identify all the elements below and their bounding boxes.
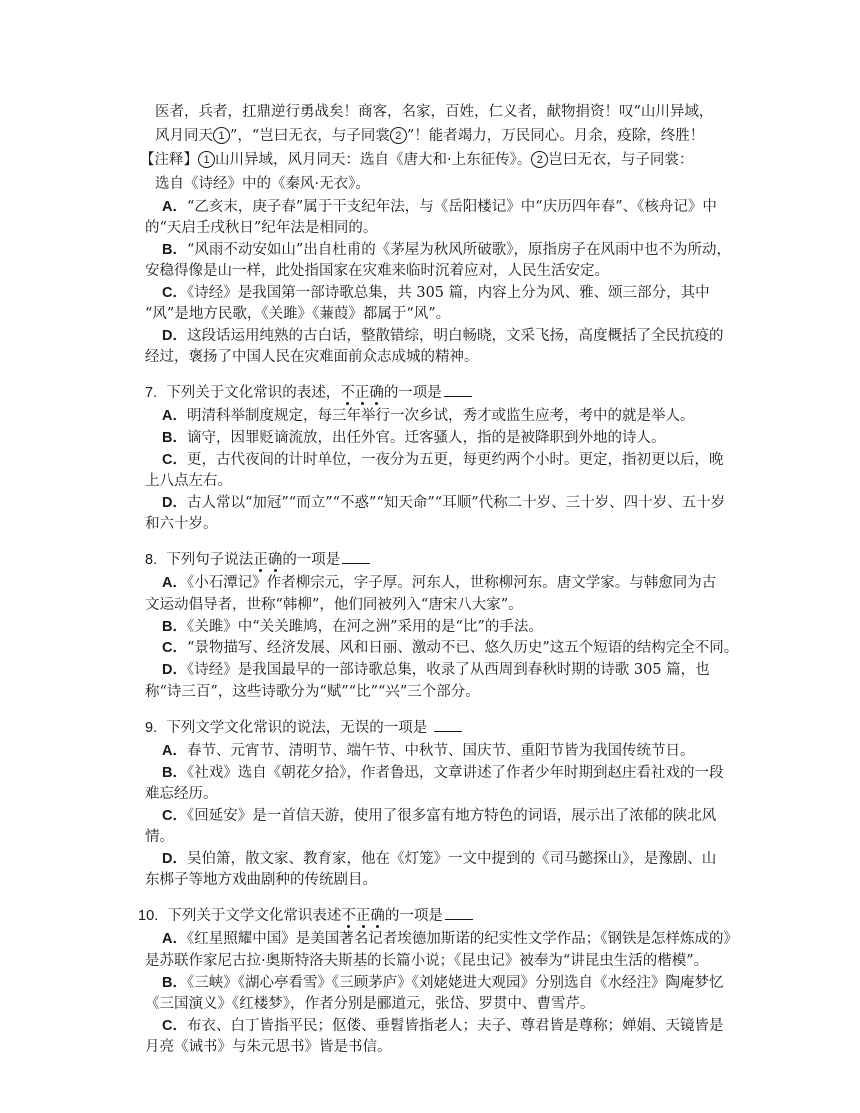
q10-stem: 10. 下列关于文学文化常识表述不正确的一项是 — [138, 905, 473, 926]
q8-option-a-cont: 文运动倡导者，世称“韩柳”，他们同被列入“唐宋八大家”。 — [145, 597, 523, 613]
note-line-1: 【注释】 1 山川异域，风月同天：选自《唐大和·上东征传》。 2 岂曰无衣，与子同裳： — [140, 152, 694, 168]
q6-option-b-cont: 安稳得像是山一样，此处指国家在灾难来临时沉着应对，人民生活安定。 — [145, 263, 609, 279]
intro-line-1: 医者，兵者，扛鼎逆行勇战矣！商客，名家，百姓，仁义者，献物捐资！叹“山川异域， — [155, 104, 714, 120]
footnote-marker-2: 2 — [390, 127, 407, 144]
q10-option-c-cont: 月亮《诫书》与朱元思书》皆是书信。 — [145, 1039, 392, 1055]
q9-option-d-cont: 东梆子等地方戏曲剧种的传统剧目。 — [145, 872, 377, 888]
q6-option-c-cont: “风”是地方民歌，《关雎》《蒹葭》都属于“风”。 — [145, 306, 451, 322]
q9-option-c-cont: 情。 — [145, 829, 174, 845]
q7-option-c: C．更，古代夜间的计时单位，一夜分为五更，每更约两个小时。更定，指初更以后，晚 — [162, 452, 724, 468]
q9-option-a: A．春节、元宵节、清明节、端午节、中秋节、国庆节、重阳节皆为我国传统节日。 — [162, 743, 695, 759]
q10-option-a: A．《红星照耀中国》是美国著名记者埃德加斯诺的纪实性文学作品；《钢铁是怎样炼成的》 — [162, 931, 738, 947]
answer-blank — [445, 905, 473, 920]
q7-option-d: D．古人常以“加冠”“而立”“不惑”“知天命”“耳顺”代称二十岁、三十岁、四十岁、五十岁 — [162, 495, 726, 511]
q6-option-a-cont: 的“天启壬戌秋日”纪年法是相同的。 — [145, 220, 378, 236]
q7-option-d-cont: 和六十岁。 — [145, 516, 218, 532]
q9-option-c: C．《回延安》是一首信天游，使用了很多富有地方特色的词语，展示出了浓郁的陕北风 — [162, 808, 717, 824]
q6-option-a: A．“乙亥末，庚子春”属于干支纪年法，与《岳阳楼记》中“庆历四年春”、《核舟记》中 — [162, 199, 717, 215]
q7-option-a: A．明清科举制度规定，每三年举行一次乡试，秀才或监生应考，考中的就是举人。 — [162, 408, 695, 424]
q9-option-b: B．《社戏》选自《朝花夕拾》，作者鲁迅，文章讲述了作者少年时期到赵庄看社戏的一段 — [162, 765, 724, 781]
answer-blank — [444, 382, 472, 397]
q10-option-c: C．布衣、白丁皆指平民；伛偻、垂髫皆指老人；夫子、尊君皆是尊称；婵娟、天镜皆是 — [162, 1018, 724, 1034]
q6-option-d-cont: 经过，褒扬了中国人民在灾难面前众志成城的精神。 — [145, 349, 479, 365]
q8-stem: 8. 下列句子说法正确的一项是 — [145, 549, 370, 570]
q10-option-b: B．《三峡》《湖心亭看雪》《三顾茅庐》《刘姥姥进大观园》分别选自《水经注》陶庵梦忆 — [162, 975, 724, 991]
q6-option-c: C．《诗经》是我国第一部诗歌总集，共 305 篇，内容上分为风、雅、颂三部分，其中 — [162, 285, 710, 301]
q10-option-b-cont: 《三国演义》《红楼梦》，作者分别是郦道元，张岱、罗贯中、曹雪芹。 — [145, 996, 595, 1012]
answer-blank — [434, 717, 462, 732]
note-line-2: 选自《诗经》中的《秦风·无衣》。 — [155, 176, 370, 192]
q8-option-d: D．《诗经》是我国最早的一部诗歌总集，收录了从西周到春秋时期的诗歌 305 篇，也 — [162, 662, 710, 678]
q8-option-a: A．《小石潭记》作者柳宗元，字子厚。河东人，世称柳河东。唐文学家。与韩愈同为古 — [162, 575, 717, 591]
q7-option-c-cont: 上八点左右。 — [145, 473, 232, 489]
q9-option-d: D．吴伯箫，散文家、教育家，他在《灯笼》一文中提到的《司马懿探山》，是豫剧、山 — [162, 851, 717, 867]
q7-stem: 7. 下列关于文化常识的表述，不正确的一项是 — [145, 382, 472, 403]
intro-line-2: 风月同天 1 ”，“岂曰无衣，与子同裳 2 ”！能者竭力，万民同心。月余，疫除，终胜！ — [155, 128, 705, 144]
q8-option-d-cont: 称“诗三百”，这些诗歌分为“赋”“比”“兴”三个部分。 — [145, 684, 480, 700]
q6-option-b: B．“风雨不动安如山”出自杜甫的《茅屋为秋风所破歌》，原指房子在风雨中也不为所动， — [162, 242, 732, 258]
q8-option-b: B．《关雎》中“关关雎鸠，在河之洲”采用的是“比”的手法。 — [162, 619, 543, 635]
q7-option-b: B．谪守，因罪贬谪流放，出任外官。迁客骚人，指的是被降职到外地的诗人。 — [162, 430, 666, 446]
q9-option-b-cont: 难忘经历。 — [145, 786, 218, 802]
q10-option-a-cont: 是苏联作家尼古拉·奥斯特洛夫斯基的长篇小说；《昆虫记》被奉为“讲昆虫生活的楷模”。 — [145, 953, 709, 969]
footnote-marker-1: 1 — [213, 127, 230, 144]
q9-stem: 9. 下列文学文化常识的说法，无误的一项是 — [145, 717, 462, 738]
q6-option-d: D．这段话运用纯熟的古白话，整散错综，明白畅晓，文采飞扬，高度概括了全民抗疫的 — [162, 328, 724, 344]
answer-blank — [342, 549, 370, 564]
q8-option-c: C．“景物描写、经济发展、风和日丽、激动不已、悠久历史”这五个短语的结构完全不同。 — [162, 640, 739, 656]
